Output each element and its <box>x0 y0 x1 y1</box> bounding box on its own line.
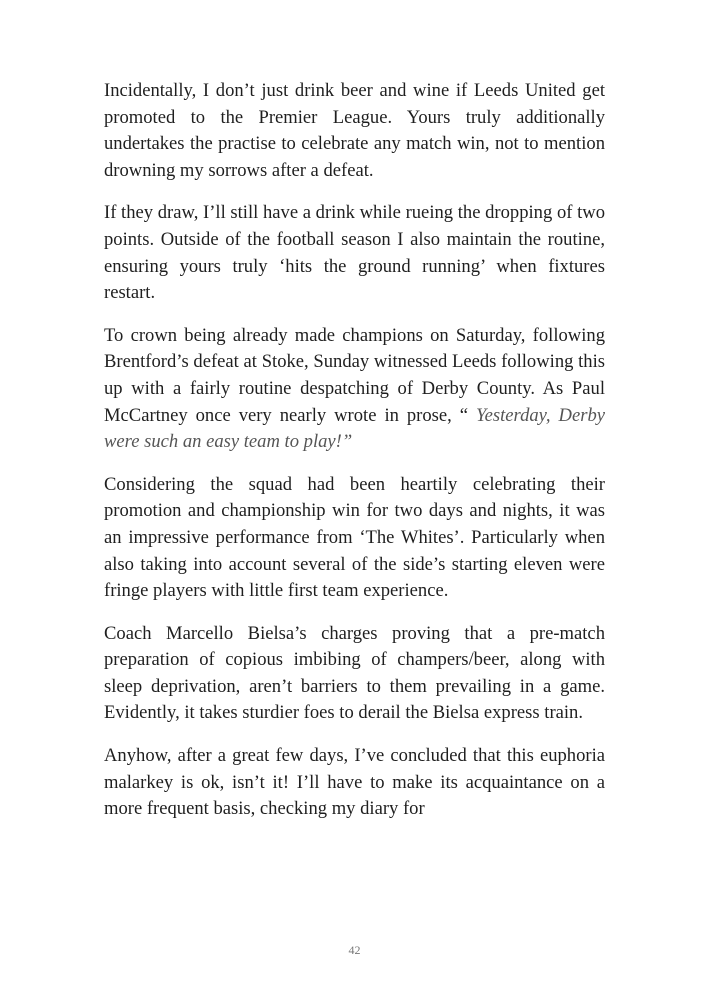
paragraph: Anyhow, after a great few days, I’ve concluded that this euphoria malarkey is ok, isn’t it! I’ll have to make its acquaintance on a more frequent basis, checking my diary for <box>104 745 605 820</box>
page-body <box>104 78 605 839</box>
paragraph: If they draw, I’ll still have a drink while rueing the dropping of two points. Outside of the football season I also maintain the routine, ensuring yours truly ‘hits the ground running’ when fixtures restart. <box>104 202 605 304</box>
paragraph: Incidentally, I don’t just drink beer and wine if Leeds United get promoted to the Premier League. Yours truly additionally undertakes the practise to celebrate any match win, not to mention drowning my sorrows after a defeat. <box>104 80 605 181</box>
paragraph-text: To crown being already made champions on Saturday, following Brentford’s defeat at Stoke, Sunday witnessed Leeds following this up with a fairly routine despatching of Derby County. As Paul McCartney once very nearly wrote in prose, “ <box>104 324 605 426</box>
paragraph: Coach Marcello Bielsa’s charges proving that a pre-match preparation of copious imbibing of champers/beer, along with sleep deprivation, aren’t barriers to them prevailing in a game. Evidently, it takes sturdier foes to derail the Bielsa express train. <box>104 622 605 724</box>
paragraph-with-quote <box>104 323 605 456</box>
paragraph: Considering the squad had been heartily celebrating their promotion and championship win for two days and nights, it was an impressive performance from ‘The Whites’. Particularly when also taking into account several of the side’s starting eleven were fringe players with little first team experience. <box>104 473 605 602</box>
page-number: 42 <box>348 943 361 957</box>
italic-quote: Yesterday, Derby were such an easy team to play!” <box>104 404 605 453</box>
